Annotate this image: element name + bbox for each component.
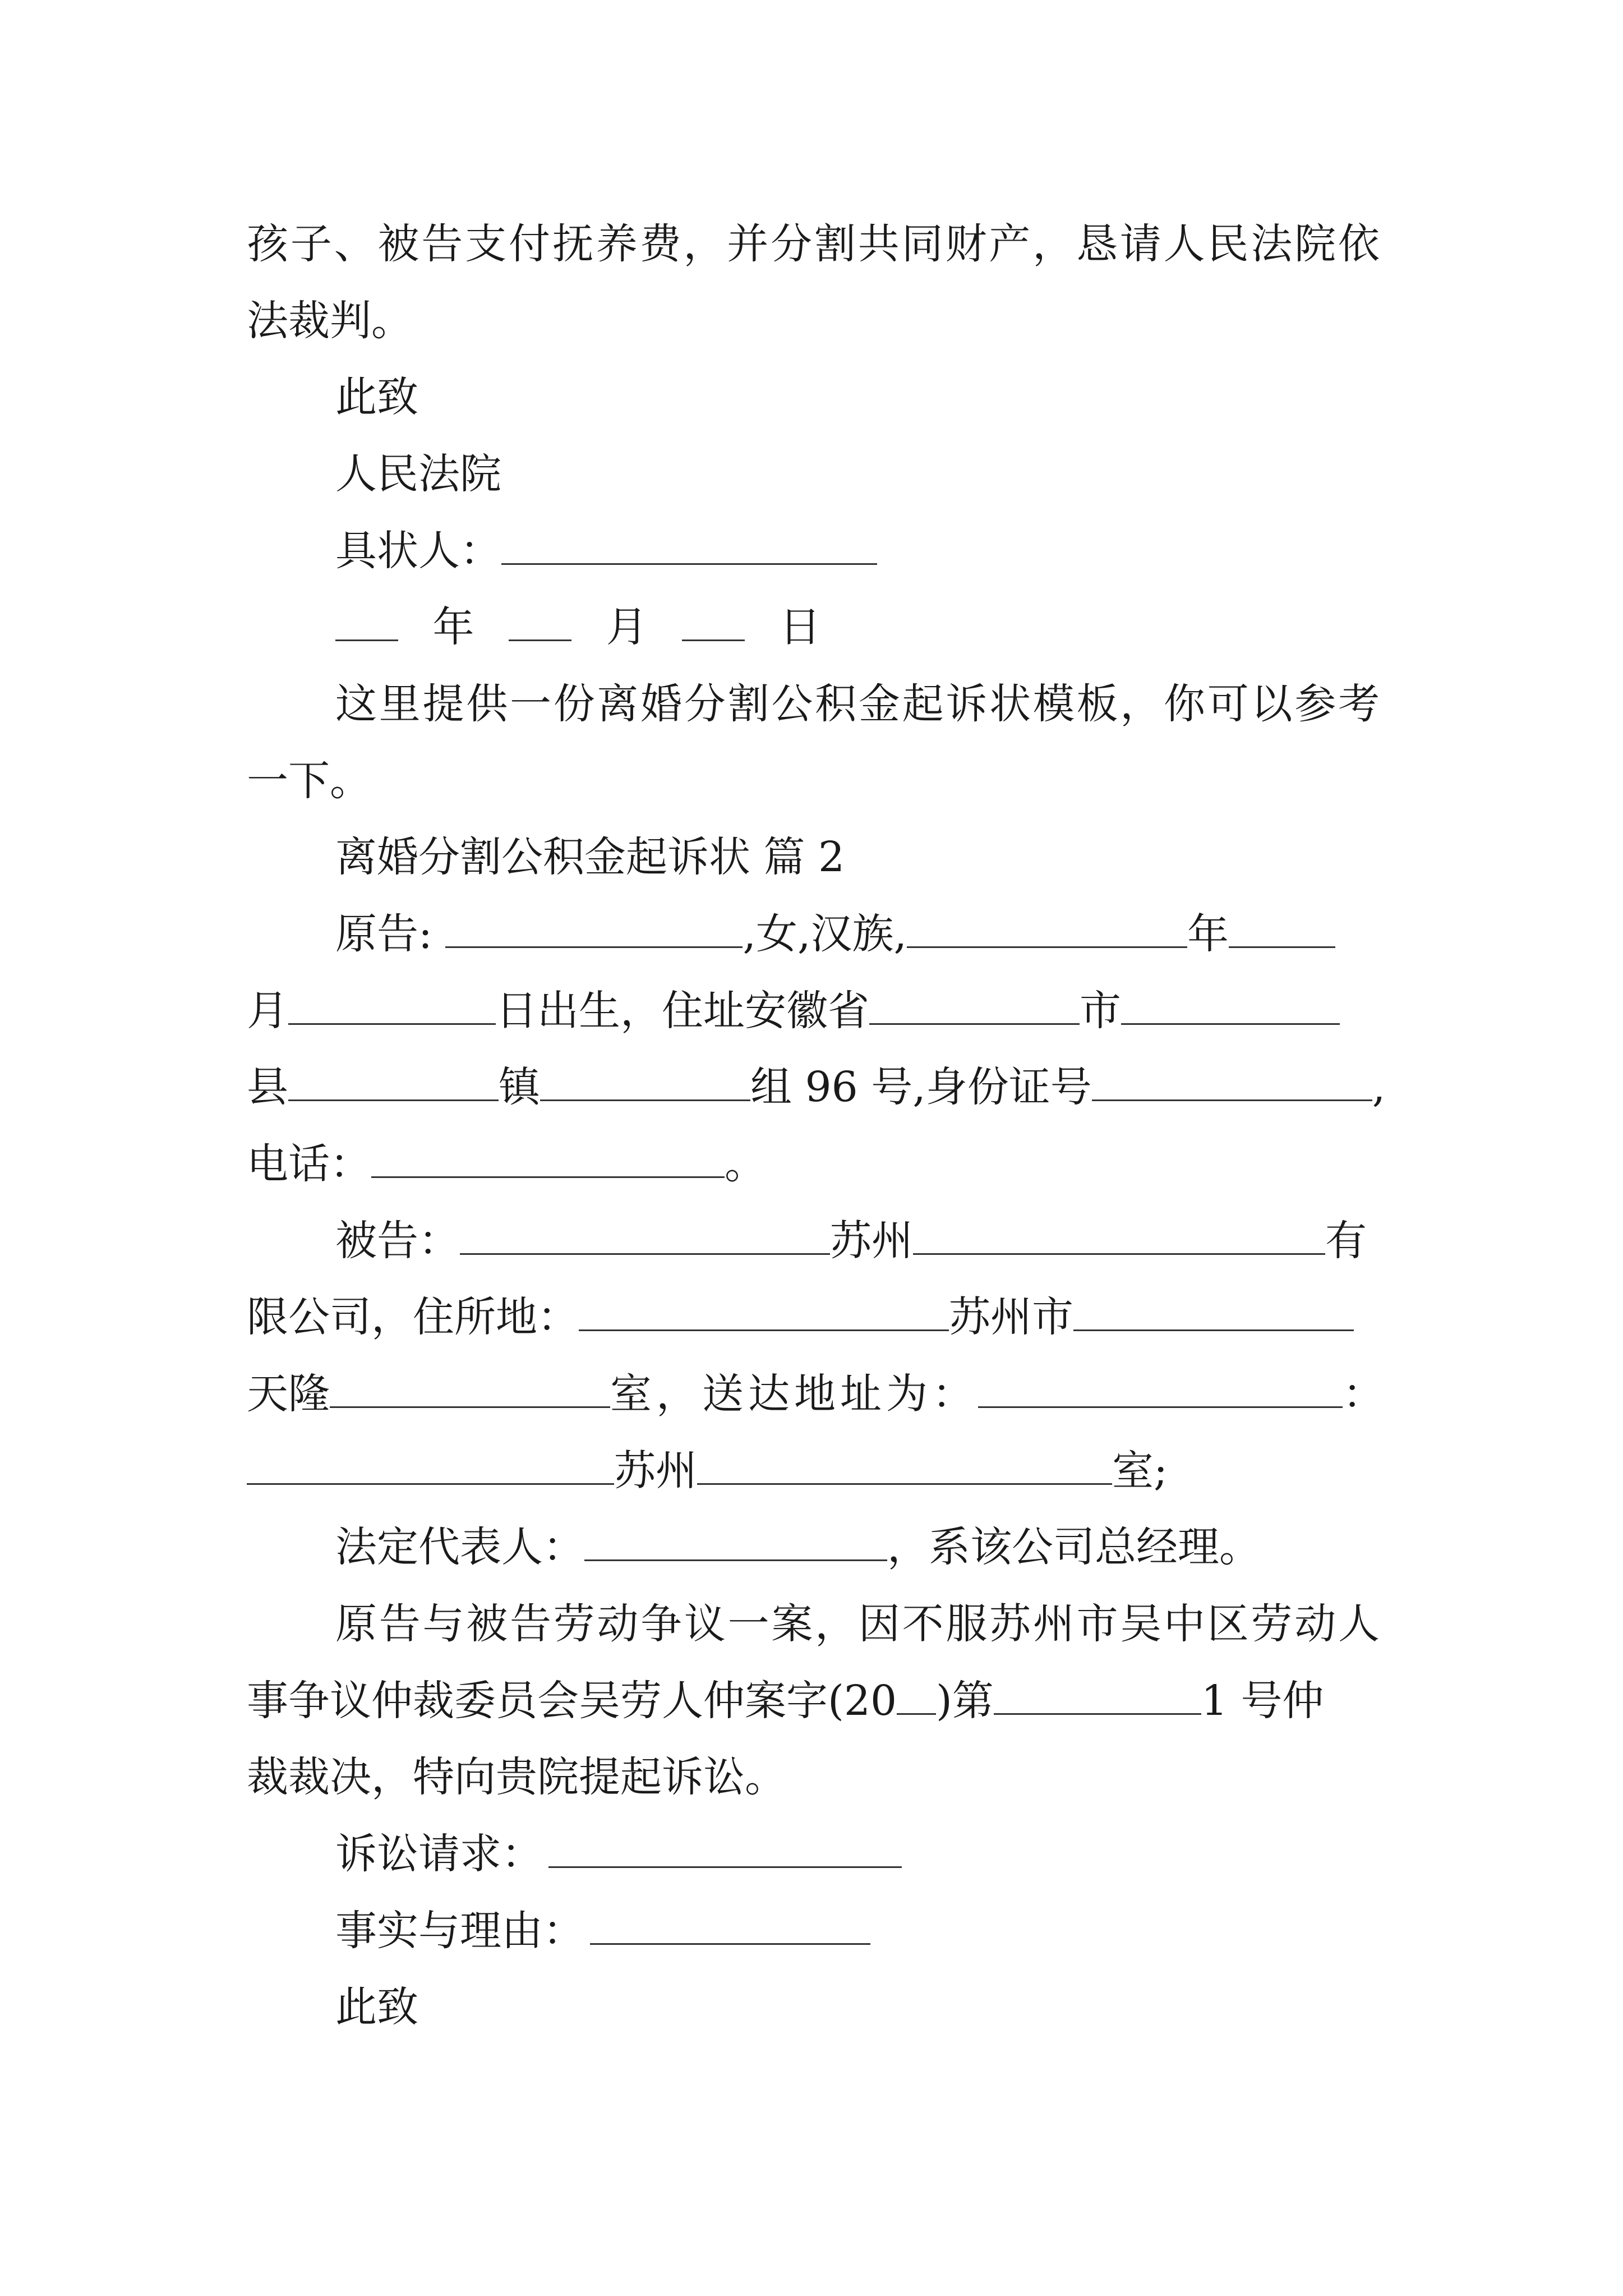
day-label: 日 — [779, 603, 821, 651]
year-label: 年 — [1187, 910, 1229, 958]
date-line — [335, 599, 821, 655]
paragraph-line: 裁裁决，特向贵院提起诉讼。 — [247, 1753, 786, 1801]
name-blank — [445, 910, 743, 948]
residence-blank — [579, 1294, 949, 1331]
birth-day-blank — [288, 987, 496, 1025]
paragraph-line: 这里提供一份离婚分割公积金起诉状模板，你可以参考 — [335, 680, 1380, 728]
legal-rep-tail: ，系该公司总经理。 — [887, 1523, 1261, 1571]
suzhou-text: 苏州 — [830, 1217, 913, 1265]
phone-label: 电话： — [247, 1140, 371, 1188]
defendant-line-4 — [247, 1443, 1168, 1499]
plaintiff-line-2 — [247, 983, 1340, 1039]
residence-blank-2 — [1073, 1294, 1354, 1331]
colon: ： — [1343, 1370, 1384, 1418]
plaintiff-label: 原告: — [335, 910, 432, 958]
signer-line — [335, 523, 877, 579]
company-blank — [913, 1217, 1325, 1255]
defendant-name-blank — [460, 1217, 830, 1255]
tianlong-text: 天隆 — [247, 1370, 330, 1418]
plaintiff-line-3 — [247, 1059, 1385, 1115]
suzhou-city: 苏州市 — [949, 1293, 1073, 1341]
facts-blank — [590, 1907, 870, 1945]
paragraph-line: 孩子、被告支付抚养费，并分割共同财产，恳请人民法院依 — [247, 220, 1380, 268]
plaintiff-line-1 — [335, 906, 1335, 962]
delivery-label: 室，送达地址为： — [610, 1370, 978, 1418]
case-year-blank — [897, 1677, 936, 1715]
comma: , — [1372, 1063, 1386, 1111]
month-blank — [509, 604, 571, 641]
section-title: 离婚分割公积金起诉状 篇 2 — [335, 833, 845, 881]
delivery-blank — [978, 1370, 1343, 1408]
delivery-blank-2 — [247, 1447, 614, 1485]
id-blank — [1092, 1064, 1372, 1101]
case-number-tail: 1 号仲 — [1201, 1677, 1324, 1725]
sex-ethnic: ,女,汉族, — [743, 910, 907, 958]
suzhou-text: 苏州 — [614, 1447, 697, 1495]
delivery-blank-3 — [697, 1447, 1112, 1485]
paragraph-line: 法裁判。 — [247, 297, 413, 345]
legal-rep-line — [335, 1519, 1261, 1575]
born-address: 日出生，住址安徽省 — [496, 987, 869, 1035]
paragraph-line: 原告与被告劳动争议一案，因不服苏州市吴中区劳动人 — [335, 1600, 1380, 1648]
year-blank — [335, 604, 398, 641]
room-blank — [330, 1370, 610, 1408]
you-text: 有 — [1325, 1217, 1367, 1265]
county-blank — [1121, 987, 1340, 1025]
claims-blank — [548, 1830, 902, 1868]
closing-salutation: 此致 — [335, 1983, 418, 2031]
month-label: 月 — [247, 987, 288, 1035]
town-blank — [288, 1064, 499, 1101]
county-label: 县 — [247, 1063, 288, 1111]
claims-label: 诉讼请求： — [335, 1830, 543, 1878]
room-end: 室; — [1112, 1447, 1168, 1495]
paragraph-line: 一下。 — [247, 757, 371, 805]
court-name: 人民法院 — [335, 450, 501, 498]
city-label: 市 — [1080, 987, 1121, 1035]
case-number-label: 事争议仲裁委员会吴劳人仲案字(20 — [247, 1677, 897, 1725]
residence-label: 限公司，住所地： — [247, 1293, 579, 1341]
phone-blank — [371, 1140, 725, 1178]
signer-label: 具状人： — [335, 527, 501, 575]
facts-label: 事实与理由： — [335, 1907, 584, 1955]
case-number-mid: )第 — [936, 1677, 994, 1725]
day-blank — [682, 604, 745, 641]
closing-salutation: 此致 — [335, 373, 418, 421]
year-label: 年 — [432, 603, 474, 651]
town-label: 镇 — [499, 1063, 540, 1111]
signer-blank — [501, 527, 877, 565]
facts-line — [335, 1903, 870, 1959]
defendant-line-3 — [247, 1366, 1384, 1422]
legal-rep-label: 法定代表人： — [335, 1523, 584, 1571]
group-id-label: 组 96 号,身份证号 — [750, 1063, 1092, 1111]
defendant-line-2 — [247, 1289, 1354, 1345]
defendant-label: 被告： — [335, 1217, 460, 1265]
period: 。 — [725, 1140, 766, 1188]
group-blank — [540, 1064, 750, 1101]
birth-month-blank — [1229, 910, 1335, 948]
claims-line — [335, 1826, 902, 1882]
case-number-blank — [994, 1677, 1201, 1715]
legal-rep-blank — [584, 1524, 887, 1561]
city-blank — [869, 987, 1080, 1025]
defendant-line-1 — [335, 1213, 1367, 1269]
birth-year-blank — [907, 910, 1187, 948]
case-line-2 — [247, 1673, 1324, 1729]
plaintiff-line-4 — [247, 1136, 766, 1192]
month-label: 月 — [606, 603, 648, 651]
